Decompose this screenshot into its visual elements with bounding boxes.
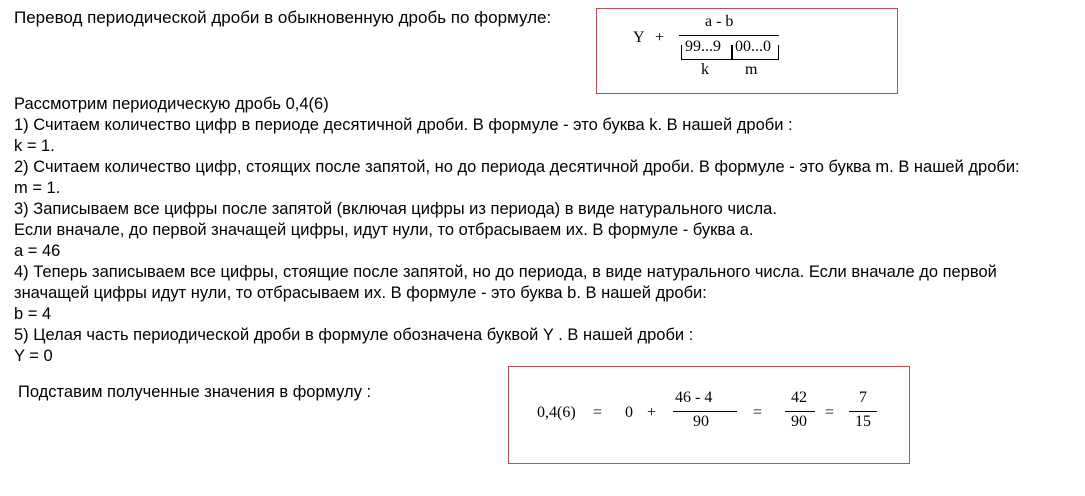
formula-numerator: a - b: [705, 13, 734, 30]
substitute-label: Подставим полученные значения в формулу :: [18, 383, 372, 401]
text-line-step3-note: Если вначале, до первой значащей цифры, идут нули, то отбрасываем их. В формуле - буква a.: [14, 221, 754, 239]
text-line-step4-note: значащей цифры идут нули, то отбрасываем их. В формуле - это буква b. В нашей дроби:: [14, 284, 707, 302]
result-equals-2: =: [753, 404, 763, 421]
result-denominator-1: 90: [693, 413, 709, 430]
formula-label-m: m: [745, 61, 758, 78]
text-line-intro: Рассмотрим периодическую дробь 0,4(6): [14, 95, 329, 113]
page-heading: Перевод периодической дроби в обыкновенную дробь по формуле:: [14, 8, 552, 27]
result-box: [508, 366, 910, 464]
result-numerator-1: 46 - 4: [675, 389, 713, 406]
brace-k: [681, 45, 733, 60]
result-plus: +: [647, 404, 657, 421]
text-line-step2: 2) Считаем количество цифр, стоящих после запятой, но до периода десятичной дроби. В формуле - это буква m. В нашей дроби:: [14, 158, 1020, 176]
text-line-b-value: b = 4: [14, 305, 52, 323]
text-line-y-value: Y = 0: [14, 347, 53, 365]
formula-box: [596, 8, 898, 94]
result-numerator-3: 7: [859, 389, 867, 406]
result-fraction-bar-1: [673, 411, 737, 412]
result-equals-1: =: [593, 404, 603, 421]
formula-fraction-bar: [679, 35, 779, 36]
brace-m: [731, 45, 779, 60]
formula-denominator-zeros: 00...0: [735, 38, 771, 55]
formula-label-k: k: [701, 61, 709, 78]
result-fraction-bar-2: [785, 411, 815, 412]
text-line-k-value: k = 1.: [14, 137, 55, 155]
result-equals-3: =: [825, 404, 835, 421]
text-line-step1: 1) Считаем количество цифр в периоде десятичной дроби. В формуле - это буква k. В нашей дроби :: [14, 116, 793, 134]
text-line-a-value: a = 46: [14, 242, 61, 260]
result-denominator-2: 90: [791, 413, 807, 430]
result-denominator-3: 15: [855, 413, 871, 430]
text-line-step5: 5) Целая часть периодической дроби в формуле обозначена буквой Y . В нашей дроби :: [14, 326, 694, 344]
result-zero: 0: [625, 404, 633, 421]
result-lhs: 0,4(6): [537, 404, 576, 421]
text-line-step4: 4) Теперь записываем все цифры, стоящие после запятой, но до периода, в виде натурального числа. Если вначале до первой: [14, 263, 997, 281]
result-numerator-2: 42: [791, 389, 807, 406]
formula-denominator-nines: 99...9: [685, 38, 721, 55]
result-fraction-bar-3: [849, 411, 877, 412]
formula-y: Y: [633, 29, 645, 46]
text-line-m-value: m = 1.: [14, 179, 61, 197]
text-line-step3: 3) Записываем все цифры после запятой (включая цифры из периода) в виде натурального числа.: [14, 200, 777, 218]
formula-plus: +: [655, 29, 665, 46]
